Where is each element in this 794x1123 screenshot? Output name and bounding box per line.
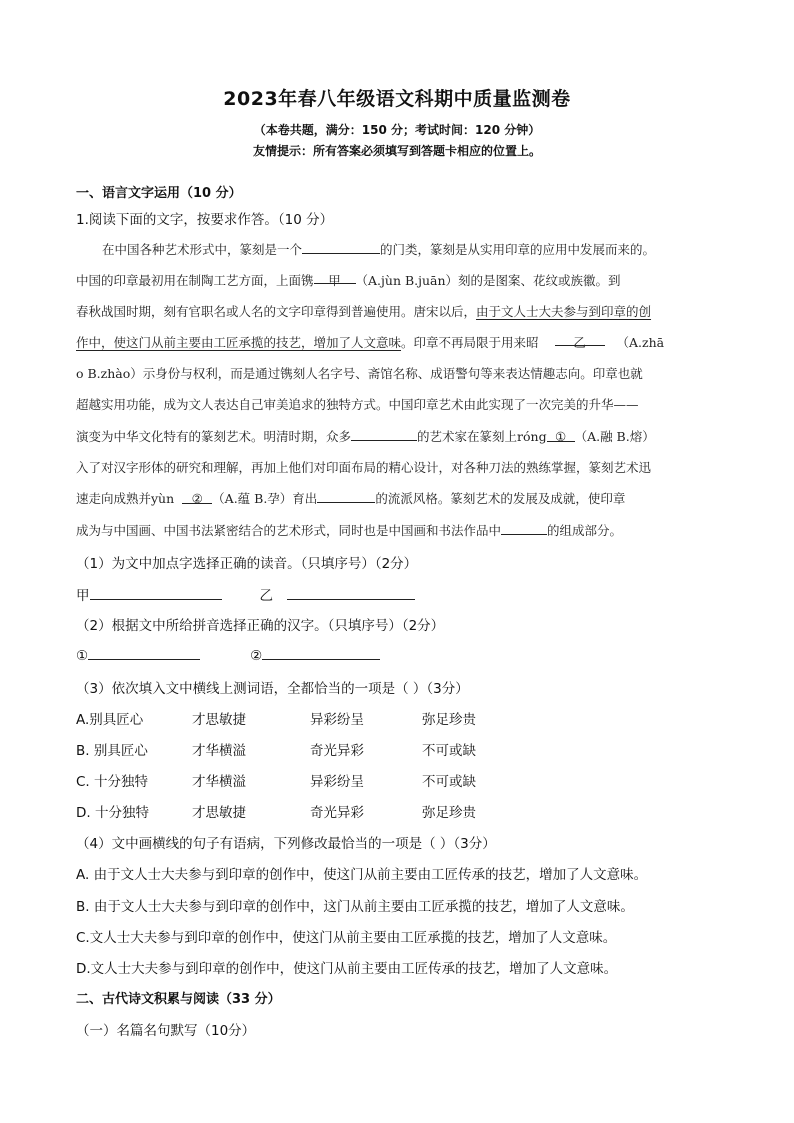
section-2-heading: 二、古代诗文积累与阅读（33 分） xyxy=(76,992,281,1007)
exam-tip: 友情提示：所有答案必须填写到答题卡相应的位置上。 xyxy=(252,144,541,158)
answer-row-1-2 xyxy=(76,646,380,664)
answer-blank-jia[interactable] xyxy=(90,586,222,600)
answer-label-circle-2: ② xyxy=(250,648,263,664)
answer-row-1-1 xyxy=(76,584,415,604)
exam-title: 2023年春八年级语文科期中质量监测卷 xyxy=(223,88,571,110)
mark-yi: 乙 xyxy=(555,333,605,346)
passage-line-3: 春秋战国时期，刻有官职名或人名的文字印章得到普遍使用。唐宋以后，由于文人士大夫参与到印章的创 xyxy=(76,304,652,319)
passage-line-7: 演变为中华文化特有的篆刻艺术。明清时期，众多 的艺术家在篆刻上róng ① （A.融 B.熔） xyxy=(76,429,655,444)
answer-label-circle-1: ① xyxy=(76,648,89,664)
mark-circle-2: ② xyxy=(182,491,212,504)
answer-label-jia: 甲 xyxy=(76,588,90,604)
answer-label-yi: 乙 xyxy=(259,588,273,604)
answer-blank-circle-1[interactable] xyxy=(88,646,200,660)
section-1-heading: 一、语言文字运用（10 分） xyxy=(76,186,242,201)
question-1-2: （2）根据文中所给拼音选择正确的汉字。（只填序号）（2分） xyxy=(76,618,445,634)
option-4-a[interactable]: A. 由于文人士大夫参与到印章的创作中，使这门从前主要由工匠传承的技艺，增加了人文意味。 xyxy=(76,867,648,883)
exam-subtitle: （本卷共题，满分：150 分；考试时间：120 分钟） xyxy=(253,123,541,137)
question-1-4: （4）文中画横线的句子有语病，下列修改最恰当的一项是（ ）（3分） xyxy=(76,836,496,852)
exam-page: 2023年春八年级语文科期中质量监测卷 （本卷共题，满分：150 分；考试时间：120 分钟） 友情提示：所有答案必须填写到答题卡相应的位置上。 一、语言文字运用（10 分） 1.阅读下面的文字，按要求作答。（10 分） 在中国各种艺术形式中，篆刻是一个 的门类，篆刻是从实用印章的应用中发展而来的。 中国的印章最初用在制陶工艺方面，上面镌 甲 （A.jùn B.juān）刻的是图案、花纹或族徽。到 春秋战国时期，刻有官职名或人名的文字印章得到普遍使用。唐宋以后，由于文人士大夫参与到印章的创 作中，使这门从前主要由工匠承揽的技艺，增加了人文意味。印章不再局限于用来昭 乙 （A.zhā o B.zhào）示身份与权利，而是通过镌刻人名字号、斋馆名称、成语警句等来表达情趣志向。印章也就 超越实用功能，成为文人表达自己审美追求的独特方式。中国印章艺术由此实现了一次完美的升华—— 演变为中华文化特有的篆刻艺术。明清时期，众多 的艺术家在篆刻上róng ① （A.融 B.熔） 入了对汉字形体的研究和理解，再加上他们对印面布局的精心设计，对各种刀法的熟练掌握，篆刻艺术迅 速走向成熟并yùn ② （A.蕴 B.孕）育出 的流派风格。篆刻艺术的发展及成就，使印章 成为与中国画、中国书法紧密结合的艺术形式，同时也是中国画和书法作品中 的组成部分。 （1）为文中加点字选择正确的读音。（只填序号）（2分） 甲 乙 （2）根据文中所给拼音选择正确的汉字。（只填序号）（2分） ① ② （3）依次填入文中横线上测词语，全都恰当的一项是（ ）（3分） A.别具匠心 才思敏捷 异彩纷呈 弥足珍贵 B. 别具匠心 才华横溢 奇光异彩 不可或缺 C. 十分独特 才华横溢 异彩纷呈 不可或缺 D. 十分独特 才思敏捷 奇光异彩 弥足珍贵 （4）文中画横线的句子有语病，下列修改最恰当的一项是（ ）（3分） A. 由于文人士大夫参与到印章的创作中，使这门从前主要由工匠传承的技艺，增加了人文意味。 B. 由于文人士大夫参与到印章的创作中，这门从前主要由工匠承揽的技艺，增加了人文意味。 C.文人士大夫参与到印章的创作中，使这门从前主要由工匠承揽的技艺，增加了人文意味。 D.文人士大夫参与到印章的创作中，使这门从前主要由工匠传承的技艺，增加了人文意味。 二、古代诗文积累与阅读（33 分） （一）名篇名句默写（10分） xyxy=(0,0,794,1123)
fill-blank-4[interactable] xyxy=(501,521,547,535)
underlined-sentence-part-2: 作中，使这门从前主要由工匠承揽的技艺，增加了人文意味 xyxy=(76,335,402,350)
passage-line-9: 速走向成熟并yùn ② （A.蕴 B.孕）育出 的流派风格。篆刻艺术的发展及成就，使印章 xyxy=(76,491,626,506)
question-1-3: （3）依次填入文中横线上测词语，全都恰当的一项是（ ）（3分） xyxy=(76,681,469,697)
passage-line-8: 入了对汉字形体的研究和理解，再加上他们对印面布局的精心设计，对各种刀法的熟练掌握，篆刻艺术迅 xyxy=(76,460,652,475)
question-1-stem: 1.阅读下面的文字，按要求作答。（10 分） xyxy=(76,212,334,228)
mark-circle-1: ① xyxy=(547,429,575,442)
option-4-c[interactable]: C.文人士大夫参与到印章的创作中，使这门从前主要由工匠承揽的技艺，增加了人文意味。 xyxy=(76,930,617,946)
question-1-1: （1）为文中加点字选择正确的读音。（只填序号）（2分） xyxy=(76,556,418,572)
passage-line-4: 作中，使这门从前主要由工匠承揽的技艺，增加了人文意味。印章不再局限于用来昭 乙 （A.zhā xyxy=(76,335,665,350)
passage-line-6: 超越实用功能，成为文人表达自己审美追求的独特方式。中国印章艺术由此实现了一次完美的升华—— xyxy=(76,397,639,412)
mark-jia: 甲 xyxy=(314,271,356,284)
option-4-d[interactable]: D.文人士大夫参与到印章的创作中，使这门从前主要由工匠传承的技艺，增加了人文意味。 xyxy=(76,961,618,977)
passage-line-5: o B.zhào）示身份与权利，而是通过镌刻人名字号、斋馆名称、成语警句等来表达情趣志向。印章也就 xyxy=(76,366,643,381)
fill-blank-1[interactable] xyxy=(302,240,380,254)
passage-line-10: 成为与中国画、中国书法紧密结合的艺术形式，同时也是中国画和书法作品中 的组成部分。 xyxy=(76,523,623,538)
option-4-b[interactable]: B. 由于文人士大夫参与到印章的创作中，这门从前主要由工匠承揽的技艺，增加了人文意味。 xyxy=(76,899,634,915)
fill-blank-3[interactable] xyxy=(317,489,375,503)
passage-line-2: 中国的印章最初用在制陶工艺方面，上面镌 甲 （A.jùn B.juān）刻的是图案、花纹或族徽。到 xyxy=(76,273,621,288)
fill-blank-2[interactable] xyxy=(351,427,417,441)
answer-blank-circle-2[interactable] xyxy=(262,646,380,660)
underlined-sentence-part-1: 由于文人士大夫参与到印章的创 xyxy=(476,304,652,319)
answer-blank-yi[interactable] xyxy=(287,586,415,600)
section-2-sub-1: （一）名篇名句默写（10分） xyxy=(76,1023,256,1039)
passage-line-1: 在中国各种艺术形式中，篆刻是一个 的门类，篆刻是从实用印章的应用中发展而来的。 xyxy=(102,242,656,257)
